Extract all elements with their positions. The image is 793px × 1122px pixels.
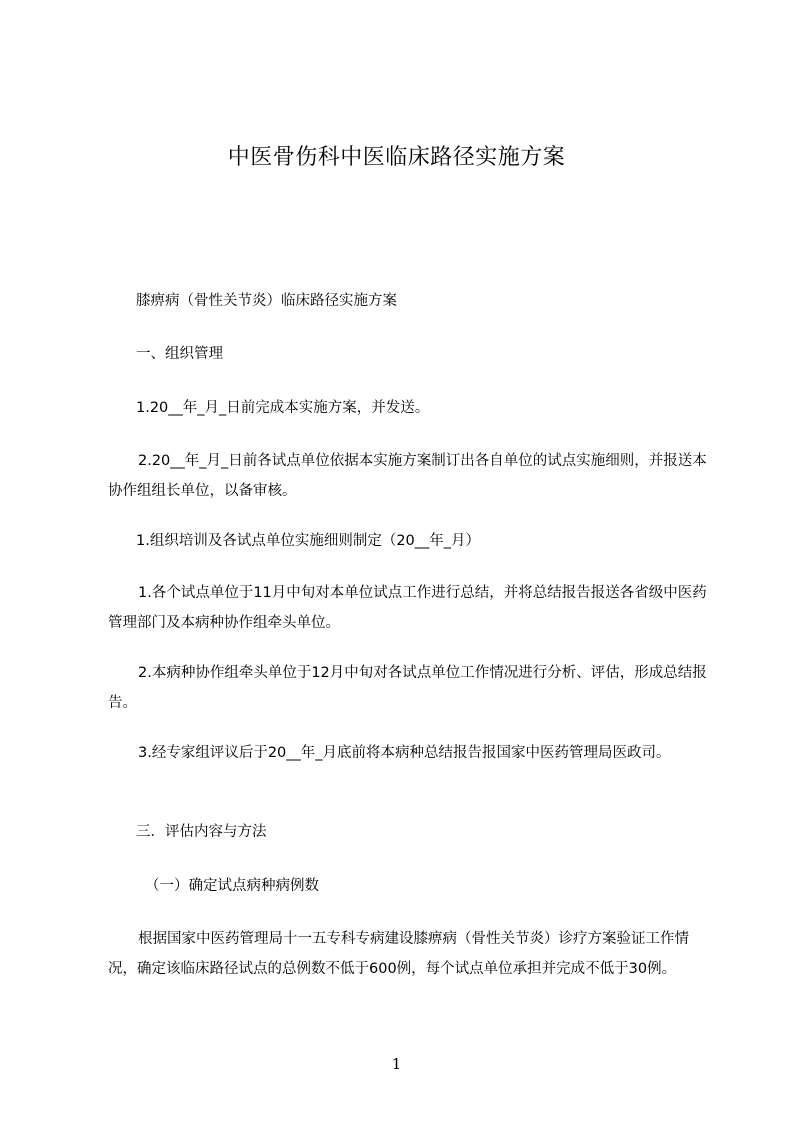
paragraph-item: 1.组织培训及各试点单位实施细则制定（20__年_月） xyxy=(136,533,481,549)
paragraph-item: 3.经专家组评议后于20__年_月底前将本病种总结报告报国家中医药管理局医政司。 xyxy=(138,745,671,761)
page-number: 1 xyxy=(391,1055,402,1073)
paragraph-section-heading: 一、组织管理 xyxy=(136,346,223,362)
paragraph-section-heading: 三．评估内容与方法 xyxy=(136,824,267,840)
paragraph-item: 1.20__年_月_日前完成本实施方案，并发送。 xyxy=(136,400,430,416)
paragraph-item: 2.本病种协作组牵头单位于12月中旬对各试点单位工作情况进行分析、评估，形成总结报告。 xyxy=(108,665,707,711)
paragraph-item: 2.20__年_月_日前各试点单位依据本实施方案制订出各自单位的试点实施细则，并报送本协作组组长单位，以备审核。 xyxy=(108,453,707,499)
paragraph-body: 根据国家中医药管理局十一五专科专病建设膝痹病（骨性关节炎）诊疗方案验证工作情况，确定该临床路径试点的总例数不低于600例，每个试点单位承担并完成不低于30例。 xyxy=(108,931,689,977)
paragraph-subsection-heading: （一）确定试点病种病例数 xyxy=(145,878,319,894)
paragraph-subtitle: 膝痹病（骨性关节炎）临床路径实施方案 xyxy=(136,293,397,309)
document-title: 中医骨伤科中医临床路径实施方案 xyxy=(227,145,566,170)
paragraph-item: 1.各个试点单位于11月中旬对本单位试点工作进行总结，并将总结报告报送各省级中医药管理部门及本病种协作组牵头单位。 xyxy=(108,585,707,631)
